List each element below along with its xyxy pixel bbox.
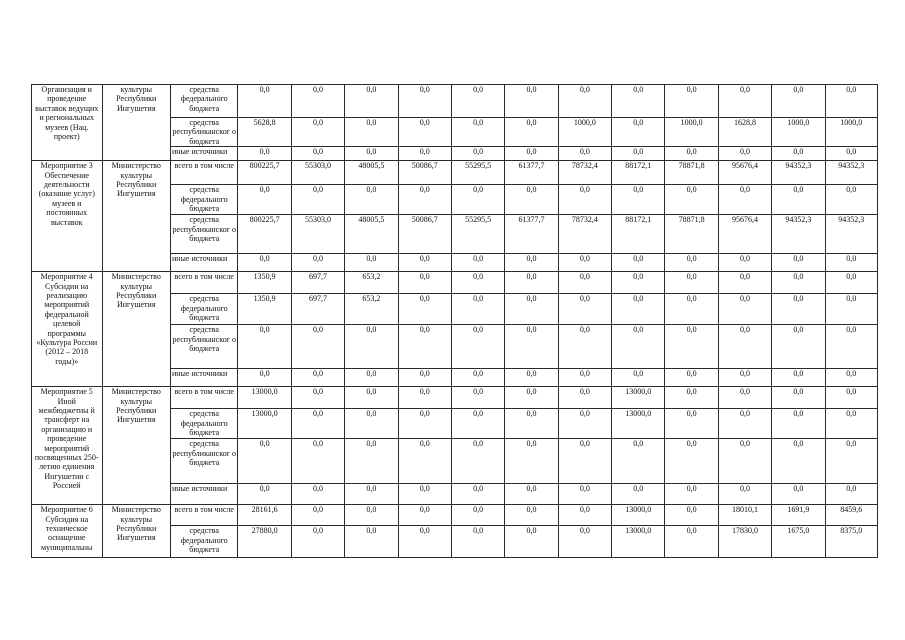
value-cell: 0,0 <box>291 484 344 505</box>
value-cell: 0,0 <box>345 505 398 526</box>
value-cell: 0,0 <box>718 439 771 484</box>
activity-name-cell: Мероприятие 3 Обеспечение деятельности (оказание услуг) музеев и постоянных выставок <box>32 161 103 272</box>
value-cell: 0,0 <box>665 185 718 215</box>
value-cell: 0,0 <box>238 254 291 272</box>
value-cell: 55303,0 <box>291 215 344 254</box>
value-cell: 0,0 <box>718 484 771 505</box>
value-cell: 0,0 <box>558 325 611 369</box>
value-cell: 0,0 <box>665 147 718 161</box>
value-cell: 0,0 <box>772 185 825 215</box>
value-cell: 0,0 <box>291 387 344 409</box>
value-cell: 0,0 <box>291 147 344 161</box>
value-cell: 0,0 <box>825 484 877 505</box>
value-cell: 0,0 <box>772 387 825 409</box>
value-cell: 0,0 <box>558 85 611 118</box>
value-cell: 0,0 <box>291 85 344 118</box>
activity-name-cell: Мероприятие 4 Субсидии на реализацию мероприятий федеральной целевой программы «Культура России (2012 – 2018 годы)» <box>32 272 103 387</box>
value-cell: 0,0 <box>451 369 504 387</box>
value-cell: 0,0 <box>345 439 398 484</box>
value-cell: 0,0 <box>505 85 558 118</box>
value-cell: 18010,1 <box>718 505 771 526</box>
funding-source-cell: средства федерального бюджета <box>170 294 237 325</box>
value-cell: 0,0 <box>558 147 611 161</box>
value-cell: 0,0 <box>505 409 558 439</box>
value-cell: 0,0 <box>398 147 451 161</box>
funding-source-cell: всего в том числе <box>170 272 237 294</box>
value-cell: 0,0 <box>825 185 877 215</box>
value-cell: 0,0 <box>451 147 504 161</box>
value-cell: 0,0 <box>345 85 398 118</box>
value-cell: 0,0 <box>345 409 398 439</box>
value-cell: 0,0 <box>238 185 291 215</box>
value-cell: 0,0 <box>665 409 718 439</box>
value-cell: 0,0 <box>398 484 451 505</box>
value-cell: 0,0 <box>398 118 451 147</box>
value-cell: 0,0 <box>398 294 451 325</box>
value-cell: 0,0 <box>772 484 825 505</box>
value-cell: 0,0 <box>718 409 771 439</box>
value-cell: 78871,8 <box>665 161 718 185</box>
value-cell: 0,0 <box>558 369 611 387</box>
value-cell: 55295,5 <box>451 161 504 185</box>
value-cell: 27880,0 <box>238 526 291 558</box>
value-cell: 0,0 <box>505 147 558 161</box>
value-cell: 0,0 <box>612 272 665 294</box>
value-cell: 0,0 <box>291 439 344 484</box>
value-cell: 0,0 <box>825 325 877 369</box>
value-cell: 0,0 <box>238 484 291 505</box>
value-cell: 0,0 <box>345 147 398 161</box>
value-cell: 0,0 <box>451 85 504 118</box>
value-cell: 13000,0 <box>612 409 665 439</box>
value-cell: 0,0 <box>345 254 398 272</box>
value-cell: 0,0 <box>505 505 558 526</box>
executor-cell: Министерство культуры Республики Ингушетия <box>102 505 170 558</box>
funding-source-cell: средства республиканског о бюджета <box>170 439 237 484</box>
value-cell: 0,0 <box>772 369 825 387</box>
funding-source-cell: иные источники <box>170 254 237 272</box>
funding-source-cell: всего в том числе <box>170 505 237 526</box>
value-cell: 0,0 <box>398 439 451 484</box>
value-cell: 0,0 <box>291 526 344 558</box>
funding-source-cell: средства республиканског о бюджета <box>172 118 236 146</box>
value-cell: 0,0 <box>451 387 504 409</box>
value-cell: 0,0 <box>718 325 771 369</box>
value-cell: 13000,0 <box>238 387 291 409</box>
value-cell: 94352,3 <box>825 215 877 254</box>
funding-source-cell: всего в том числе <box>170 161 237 185</box>
value-cell: 1000,0 <box>558 118 611 147</box>
value-cell: 0,0 <box>345 185 398 215</box>
value-cell: 0,0 <box>772 272 825 294</box>
value-cell: 88172,1 <box>612 215 665 254</box>
value-cell: 0,0 <box>665 387 718 409</box>
value-cell: 0,0 <box>238 147 291 161</box>
value-cell: 94352,3 <box>772 161 825 185</box>
value-cell: 95676,4 <box>718 215 771 254</box>
value-cell: 0,0 <box>291 369 344 387</box>
value-cell: 0,0 <box>345 387 398 409</box>
value-cell: 0,0 <box>398 526 451 558</box>
value-cell: 0,0 <box>772 85 825 118</box>
value-cell: 1675,0 <box>772 526 825 558</box>
value-cell: 0,0 <box>718 254 771 272</box>
value-cell: 0,0 <box>558 272 611 294</box>
value-cell: 48005,5 <box>345 215 398 254</box>
value-cell: 0,0 <box>665 484 718 505</box>
funding-source-cell: иные источники <box>170 484 237 505</box>
value-cell: 800225,7 <box>238 161 291 185</box>
value-cell: 0,0 <box>505 118 558 147</box>
value-cell: 0,0 <box>398 505 451 526</box>
value-cell: 0,0 <box>451 484 504 505</box>
value-cell: 1000,0 <box>665 118 718 147</box>
value-cell: 0,0 <box>825 272 877 294</box>
value-cell: 0,0 <box>238 369 291 387</box>
value-cell: 0,0 <box>772 439 825 484</box>
value-cell: 0,0 <box>291 409 344 439</box>
value-cell: 8459,6 <box>825 505 877 526</box>
value-cell: 0,0 <box>238 325 291 369</box>
value-cell: 0,0 <box>451 254 504 272</box>
value-cell: 0,0 <box>718 369 771 387</box>
value-cell: 0,0 <box>451 409 504 439</box>
value-cell: 13000,0 <box>612 505 665 526</box>
value-cell: 1000,0 <box>772 118 825 147</box>
value-cell: 0,0 <box>505 369 558 387</box>
value-cell: 0,0 <box>558 387 611 409</box>
executor-cell: культуры Республики Ингушетия <box>102 85 170 161</box>
value-cell: 0,0 <box>772 409 825 439</box>
value-cell: 0,0 <box>612 484 665 505</box>
value-cell: 0,0 <box>825 409 877 439</box>
executor-cell: Министерство культуры Республики Ингушетия <box>102 161 170 272</box>
value-cell: 0,0 <box>665 439 718 484</box>
value-cell: 697,7 <box>291 272 344 294</box>
value-cell: 0,0 <box>718 147 771 161</box>
value-cell: 0,0 <box>505 439 558 484</box>
value-cell: 0,0 <box>505 526 558 558</box>
value-cell: 0,0 <box>398 272 451 294</box>
value-cell: 0,0 <box>398 409 451 439</box>
funding-source-cell: иные источники <box>170 147 237 161</box>
value-cell: 0,0 <box>612 147 665 161</box>
value-cell: 0,0 <box>398 185 451 215</box>
value-cell: 0,0 <box>451 439 504 484</box>
executor-cell: Министерство культуры Республики Ингушетия <box>102 272 170 387</box>
executor-cell: Министерство культуры Республики Ингушетия <box>102 387 170 505</box>
funding-source-cell: всего в том числе <box>170 387 237 409</box>
value-cell: 653,2 <box>345 294 398 325</box>
value-cell: 0,0 <box>612 294 665 325</box>
value-cell: 0,0 <box>505 272 558 294</box>
value-cell: 0,0 <box>665 505 718 526</box>
funding-source-cell: средства федерального бюджета <box>170 526 237 558</box>
value-cell: 94352,3 <box>772 215 825 254</box>
value-cell: 0,0 <box>612 185 665 215</box>
value-cell: 0,0 <box>825 439 877 484</box>
funding-source-cell: средства республиканског о бюджета <box>170 215 237 254</box>
activity-name-cell: Мероприятие 5 Иной межбюджетны й трансферт на организацию и проведение мероприятий посвященных 250-летию единения Ингушетии с Россией <box>32 387 103 505</box>
value-cell: 0,0 <box>558 185 611 215</box>
value-cell: 0,0 <box>505 387 558 409</box>
value-cell: 800225,7 <box>238 215 291 254</box>
value-cell: 0,0 <box>665 272 718 294</box>
value-cell: 0,0 <box>718 387 771 409</box>
value-cell: 0,0 <box>345 369 398 387</box>
table-row <box>32 387 878 409</box>
value-cell: 0,0 <box>665 254 718 272</box>
value-cell: 0,0 <box>451 294 504 325</box>
value-cell: 0,0 <box>345 118 398 147</box>
value-cell: 0,0 <box>825 294 877 325</box>
value-cell: 0,0 <box>718 294 771 325</box>
value-cell: 1350,9 <box>238 272 291 294</box>
value-cell: 78732,4 <box>558 215 611 254</box>
value-cell: 0,0 <box>558 409 611 439</box>
value-cell: 0,0 <box>345 484 398 505</box>
value-cell: 0,0 <box>772 254 825 272</box>
value-cell: 0,0 <box>291 254 344 272</box>
value-cell: 1000,0 <box>825 118 877 147</box>
value-cell: 61377,7 <box>505 215 558 254</box>
value-cell: 653,2 <box>345 272 398 294</box>
funding-source-cell: средства федерального бюджета <box>170 409 237 439</box>
value-cell: 0,0 <box>825 147 877 161</box>
value-cell: 13000,0 <box>612 387 665 409</box>
value-cell: 28161,6 <box>238 505 291 526</box>
value-cell: 0,0 <box>665 325 718 369</box>
value-cell: 50086,7 <box>398 215 451 254</box>
table-row <box>32 505 878 526</box>
value-cell: 8375,0 <box>825 526 877 558</box>
value-cell: 55295,5 <box>451 215 504 254</box>
value-cell: 0,0 <box>772 147 825 161</box>
value-cell: 0,0 <box>825 369 877 387</box>
value-cell: 0,0 <box>398 369 451 387</box>
value-cell: 0,0 <box>558 439 611 484</box>
value-cell: 1628,8 <box>718 118 771 147</box>
table-row <box>32 161 878 185</box>
funding-source-cell: средства федерального бюджета <box>170 85 237 118</box>
value-cell: 0,0 <box>291 505 344 526</box>
table-body <box>32 85 878 558</box>
value-cell: 0,0 <box>398 254 451 272</box>
value-cell: 13000,0 <box>238 409 291 439</box>
value-cell: 0,0 <box>612 254 665 272</box>
value-cell: 0,0 <box>772 294 825 325</box>
value-cell: 0,0 <box>398 325 451 369</box>
value-cell: 50086,7 <box>398 161 451 185</box>
funding-source-cell: иные источники <box>170 369 237 387</box>
value-cell: 0,0 <box>612 85 665 118</box>
value-cell: 0,0 <box>558 484 611 505</box>
activity-name-cell: Организация и проведение выставок ведущих и региональных музеев (Нац. проект) <box>32 85 103 161</box>
value-cell: 0,0 <box>451 118 504 147</box>
value-cell: 61377,7 <box>505 161 558 185</box>
value-cell: 0,0 <box>558 254 611 272</box>
value-cell: 0,0 <box>451 272 504 294</box>
funding-source-cell: средства федерального бюджета <box>170 185 237 215</box>
value-cell: 0,0 <box>398 85 451 118</box>
value-cell: 95676,4 <box>718 161 771 185</box>
value-cell: 17830,0 <box>718 526 771 558</box>
value-cell: 0,0 <box>238 85 291 118</box>
value-cell: 0,0 <box>451 185 504 215</box>
value-cell: 0,0 <box>291 185 344 215</box>
value-cell: 0,0 <box>612 439 665 484</box>
value-cell: 0,0 <box>345 526 398 558</box>
value-cell: 0,0 <box>825 254 877 272</box>
value-cell: 0,0 <box>718 85 771 118</box>
value-cell: 0,0 <box>558 505 611 526</box>
value-cell: 0,0 <box>612 325 665 369</box>
value-cell: 88172,1 <box>612 161 665 185</box>
budget-table <box>31 84 878 558</box>
value-cell: 0,0 <box>505 185 558 215</box>
value-cell: 0,0 <box>665 526 718 558</box>
value-cell: 0,0 <box>291 118 344 147</box>
value-cell: 0,0 <box>665 369 718 387</box>
value-cell: 78871,8 <box>665 215 718 254</box>
value-cell: 1350,9 <box>238 294 291 325</box>
value-cell: 0,0 <box>291 325 344 369</box>
value-cell: 0,0 <box>665 294 718 325</box>
value-cell: 0,0 <box>612 118 665 147</box>
value-cell: 94352,3 <box>825 161 877 185</box>
table-row <box>32 85 878 118</box>
value-cell: 0,0 <box>558 294 611 325</box>
value-cell: 0,0 <box>612 369 665 387</box>
value-cell: 0,0 <box>505 325 558 369</box>
value-cell: 0,0 <box>505 294 558 325</box>
activity-name-cell: Мероприятие 6 Субсидия на техническое оснащение муниципальны <box>32 505 103 558</box>
value-cell: 0,0 <box>558 526 611 558</box>
value-cell: 0,0 <box>451 505 504 526</box>
table-row <box>32 272 878 294</box>
value-cell: 55303,0 <box>291 161 344 185</box>
value-cell: 0,0 <box>825 387 877 409</box>
value-cell: 0,0 <box>451 325 504 369</box>
value-cell: 13000,0 <box>612 526 665 558</box>
value-cell: 0,0 <box>345 325 398 369</box>
value-cell: 0,0 <box>238 439 291 484</box>
value-cell: 0,0 <box>718 185 771 215</box>
value-cell: 0,0 <box>718 272 771 294</box>
value-cell: 48005,5 <box>345 161 398 185</box>
value-cell: 78732,4 <box>558 161 611 185</box>
value-cell: 0,0 <box>505 254 558 272</box>
value-cell: 0,0 <box>772 325 825 369</box>
value-cell: 0,0 <box>665 85 718 118</box>
value-cell: 5628,8 <box>238 118 291 147</box>
funding-source-cell: средства республиканског о бюджета <box>170 325 237 369</box>
value-cell: 0,0 <box>451 526 504 558</box>
value-cell: 697,7 <box>291 294 344 325</box>
value-cell: 0,0 <box>505 484 558 505</box>
value-cell: 0,0 <box>398 387 451 409</box>
value-cell: 1691,9 <box>772 505 825 526</box>
value-cell: 0,0 <box>825 85 877 118</box>
